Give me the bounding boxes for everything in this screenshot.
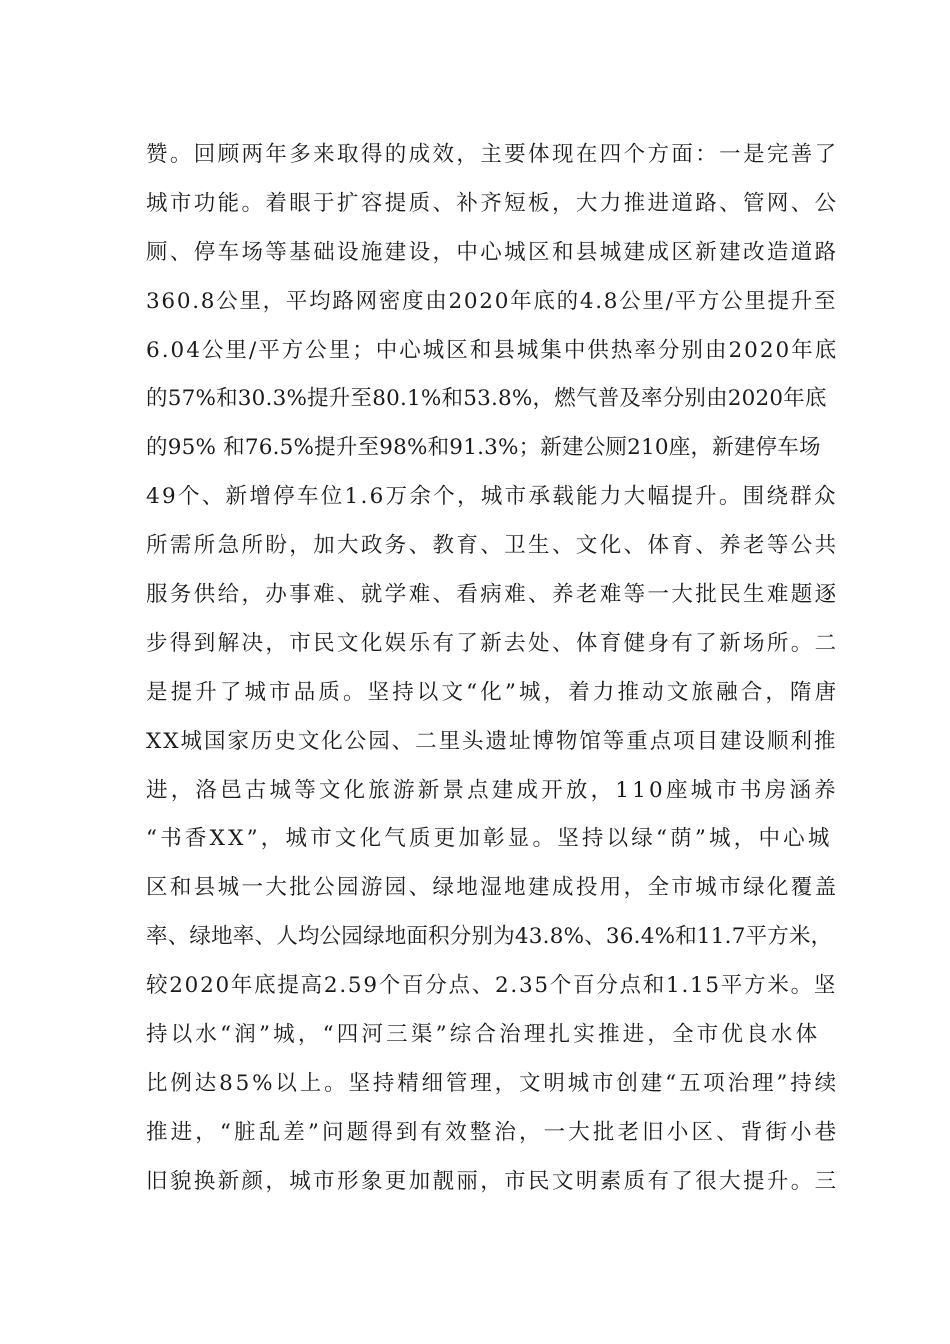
- text-line: 较2020年底提高2.59个百分点、2.35个百分点和1.15平方米。坚: [146, 973, 838, 999]
- text-line: 旧貌换新颜，城市形象更加靓丽，市民文明素质有了很大提升。三: [146, 1168, 839, 1194]
- text-line: 服务供给，办事难、就学难、看病难、养老难等一大批民生难题逐: [146, 582, 839, 608]
- text-line: 步得到解决，市民文化娱乐有了新去处、体育健身有了新场所。二: [146, 630, 839, 656]
- text-line: 比例达85%以上。坚持精细管理，文明城市创建“五项治理”持续: [146, 1070, 839, 1096]
- text-line: 城市功能。着眼于扩容提质、补齐短板，大力推进道路、管网、公: [146, 190, 839, 216]
- text-line: 进，洛邑古城等文化旅游新景点建成开放，110座城市书房涵养: [146, 777, 839, 803]
- text-line: 区和县城一大批公园游园、绿地湿地建成投用，全市城市绿化覆盖: [146, 875, 839, 901]
- text-line: XX城国家历史文化公园、二里头遗址博物馆等重点项目建设顺利推: [146, 728, 838, 754]
- text-line: 持以水“润”城，“四河三渠”综合治理扎实推进，全市优良水体: [146, 1022, 821, 1048]
- text-line: 的57%和30.3%提升至80.1%和53.8%，燃气普及率分别由2020年底: [146, 386, 827, 412]
- body-text: [146, 131, 840, 1207]
- text-line: 率、绿地率、人均公园绿地面积分别为43.8%、36.4%和11.7平方米，: [146, 924, 833, 950]
- text-line: 赞。回顾两年多来取得的成效，主要体现在四个方面：一是完善了: [146, 142, 839, 167]
- text-line: 厕、停车场等基础设施建设，中心城区和县城建成区新建改造道路: [146, 239, 839, 265]
- text-line: 是提升了城市品质。坚持以文“化”城，着力推动文旅融合，隋唐: [146, 679, 840, 705]
- text-line: 360.8公里，平均路网密度由2020年底的4.8公里/平方公里提升至: [146, 288, 838, 314]
- text-line: 推进，“脏乱差”问题得到有效整治，一大批老旧小区、背街小巷: [146, 1119, 840, 1145]
- text-line: “书香XX”，城市文化气质更加彰显。坚持以绿“荫”城，中心城: [146, 826, 833, 852]
- text-line: 的95% 和76.5%提升至98%和91.3%；新建公厕210座，新建停车场: [146, 435, 821, 461]
- text-line: 所需所急所盼，加大政务、教育、卫生、文化、体育、养老等公共: [146, 533, 839, 559]
- text-line: 6.04公里/平方公里；中心城区和县城集中供热率分别由2020年底: [146, 337, 839, 363]
- text-line: 49个、新增停车位1.6万余个，城市承载能力大幅提升。围绕群众: [146, 484, 838, 510]
